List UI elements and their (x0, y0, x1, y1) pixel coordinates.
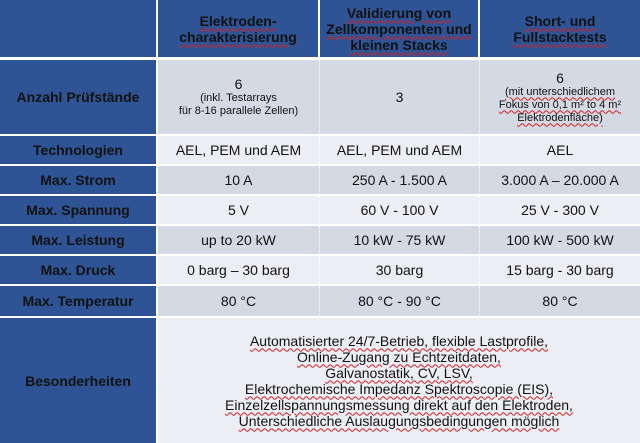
value-note: Fokus von 0,1 m² to 4 m² (498, 98, 622, 111)
cell-value: 15 barg - 30 barg (480, 256, 640, 286)
row-max-temperature (0, 286, 640, 318)
row-max-pressure (0, 256, 640, 286)
feature-item: Unterschiedliche Auslaugungsbedingungen möglich (238, 412, 560, 429)
header-cell-component-validation (320, 0, 480, 60)
header-line: Elektroden- (199, 12, 277, 29)
value-note: Elektrodenfläche) (517, 111, 603, 124)
row-test-stands (0, 60, 640, 136)
value-note: (mit unterschiedlichem (504, 85, 616, 98)
value-main: 6 (556, 69, 564, 86)
cell-test-stands-electrode (158, 60, 320, 136)
row-label: Besonderheiten (0, 318, 158, 443)
value-main: 6 (234, 76, 243, 92)
feature-item: Online-Zugang zu Echtzeitdaten, (297, 348, 501, 365)
cell-value: 80 °C (158, 286, 320, 318)
cell-value: 0 barg – 30 barg (158, 256, 320, 286)
row-label: Max. Temperatur (0, 286, 158, 318)
value-note: (inkl. Testarrays (200, 92, 277, 104)
row-label: Anzahl Prüfstände (0, 60, 158, 136)
feature-item: Automatisierter 24/7-Betrieb, flexible Lastprofile, (249, 332, 549, 349)
row-label: Max. Spannung (0, 196, 158, 226)
cell-value: 60 V - 100 V (320, 196, 480, 226)
row-special-features (0, 318, 640, 443)
cell-value: AEL, PEM und AEM (320, 136, 480, 166)
row-label: Max. Leistung (0, 226, 158, 256)
header-electrode-characterization (158, 0, 320, 60)
cell-test-stands-stacks (480, 60, 640, 136)
feature-item: Elektrochemische Impedanz Spektroscopie (EIS), (244, 380, 554, 397)
cell-value: 100 kW - 500 kW (480, 226, 640, 256)
cell-value: 250 A - 1.500 A (320, 166, 480, 196)
cell-value: 80 °C (480, 286, 640, 318)
header-line: Short- und (524, 12, 596, 29)
header-line: Zellkomponenten und (326, 20, 472, 37)
value-note: für 8-16 parallele Zellen) (178, 105, 299, 117)
header-stack-tests (480, 0, 640, 60)
cell-value: 10 kW - 75 kW (320, 226, 480, 256)
row-label: Max. Strom (0, 166, 158, 196)
header-corner (0, 0, 158, 60)
header-line: Validierung von (346, 4, 452, 21)
row-max-voltage (0, 196, 640, 226)
cell-value: 30 barg (320, 256, 480, 286)
header-line: kleinen Stacks (350, 36, 448, 53)
row-max-current (0, 166, 640, 196)
cell-value: up to 20 kW (158, 226, 320, 256)
cell-value: AEL, PEM und AEM (158, 136, 320, 166)
cell-value: 10 A (158, 166, 320, 196)
row-max-power (0, 226, 640, 256)
feature-item: Galvanostatik, CV, LSV, (325, 364, 473, 381)
header-line: Fullstacktests (513, 28, 607, 45)
cell-value: 80 °C - 90 °C (320, 286, 480, 318)
cell-value: AEL (480, 136, 640, 166)
cell-value: 5 V (158, 196, 320, 226)
row-label: Technologien (0, 136, 158, 166)
feature-item: Einzelzellspannungsmessung direkt auf den Elektroden, (225, 396, 573, 413)
special-features-list (158, 318, 640, 443)
row-label: Max. Druck (0, 256, 158, 286)
row-technologies (0, 136, 640, 166)
header-line: charakterisierung (179, 28, 297, 45)
cell-test-stands-components: 3 (320, 60, 480, 136)
header-row (0, 0, 640, 60)
cell-value: 25 V - 300 V (480, 196, 640, 226)
cell-value: 3.000 A – 20.000 A (480, 166, 640, 196)
